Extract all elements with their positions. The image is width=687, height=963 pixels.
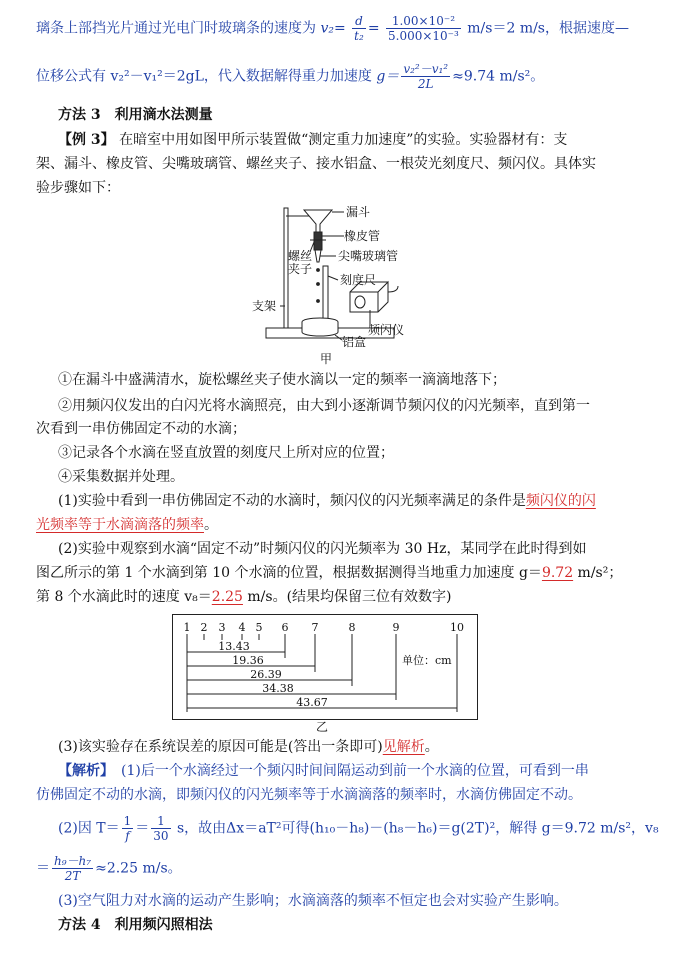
text-span: 在暗室中用如图甲所示装置做“测定重力加速度”的实验。实验器材有：支 (119, 132, 568, 148)
analysis-line-3 (58, 814, 667, 843)
numerator: 1 (151, 814, 170, 829)
denominator: 5.000×10⁻³ (388, 29, 459, 43)
label-box: 铝盒 (342, 335, 367, 349)
question-2-line-3 (36, 586, 667, 608)
denominator: 30 (153, 829, 169, 843)
denominator: t₂ (354, 29, 364, 43)
step-3: ③记录各个水滴在竖直放置的刻度尺上所对应的位置； (58, 445, 394, 461)
denominator: 2L (417, 77, 434, 91)
question-3 (58, 736, 667, 758)
question-1-cont (36, 514, 667, 536)
text-span: 位移公式有 v₂²－v₁²＝2gL，代入数据解得重力加速度 (36, 68, 372, 85)
strobe-cable (388, 286, 398, 292)
label-ruler: 刻度尺 (340, 273, 377, 287)
step-2-cont: 次看到一串仿佛固定不动的水滴； (36, 421, 246, 437)
label-nozzle: 尖嘴玻璃管 (338, 249, 399, 263)
drop-label: 5 (255, 621, 263, 634)
leader-ruler (328, 276, 338, 280)
answer-1b: 光频率等于水滴滴落的频率 (36, 517, 204, 533)
drop-label: 6 (281, 621, 289, 634)
drop-2 (317, 283, 320, 286)
drop-1 (317, 269, 320, 272)
answer-v8: 2.25 (211, 589, 243, 605)
distance-label: 13.43 (218, 640, 250, 653)
numerator: 1 (123, 814, 132, 828)
analysis-line-2: 仿佛固定不动的水滴，即频闪仪的闪光频率等于水滴滴落的频率时，水滴仿佛固定不动。 (36, 787, 582, 803)
text-span: ≈2.25 m/s。 (95, 860, 182, 877)
text-span: (1)实验中看到一串仿佛固定不动的水滴时，频闪仪的闪光频率满足的条件是 (58, 493, 526, 509)
distance-label: 19.36 (232, 654, 264, 667)
numerator: v₂²－v₁² (403, 62, 449, 76)
label-strobe: 频闪仪 (368, 323, 405, 337)
analysis-line-5: (3)空气阻力对水滴的运动产生影响；水滴滴落的频率不恒定也会对实验产生影响。 (58, 893, 568, 909)
fraction-g (401, 62, 450, 91)
method3-title: 方法 3 利用滴水法测量 (58, 107, 213, 123)
drop-label: 9 (392, 621, 400, 634)
label-tube: 橡皮管 (344, 229, 381, 243)
drop-label: 10 (450, 621, 464, 634)
text-span: m/s。(结果均保留三位有效数字) (242, 589, 452, 605)
answer-g: 9.72 (541, 565, 574, 581)
box-body (302, 322, 338, 336)
denominator: 2T (64, 869, 81, 883)
solution-line-2 (36, 62, 667, 91)
question-1 (58, 490, 667, 512)
text-span: (3)该实验存在系统误差的原因可能是(答出一条即可) (58, 739, 383, 755)
solution-line-1 (36, 14, 667, 43)
distance-label: 26.39 (250, 668, 282, 681)
drop-label: 3 (218, 621, 226, 634)
text-span: 第 8 个水滴此时的速度 v₈＝ (36, 589, 212, 605)
step-2: ②用频闪仪发出的白闪光将水滴照亮，由大到小逐渐调节频闪仪的闪光频率，直到第一 (58, 398, 590, 414)
fraction-1-f (122, 814, 134, 843)
step-4: ④采集数据并处理。 (58, 469, 184, 485)
ruler-shape (323, 266, 328, 322)
text-span: (2)因 T＝ (58, 820, 120, 837)
question-2-line-2 (36, 562, 667, 584)
fraction-values (386, 14, 461, 43)
drop-label: 2 (200, 621, 208, 634)
label-clamp-2: 夹子 (288, 262, 313, 276)
drop-label: 7 (311, 621, 319, 634)
drop-3 (317, 300, 320, 303)
step-1: ①在漏斗中盛满清水，旋松螺丝夹子使水滴以一定的频率一滴滴地落下； (58, 372, 506, 388)
label-funnel: 漏斗 (346, 205, 371, 219)
text-span: ≈9.74 m/s²。 (452, 68, 545, 85)
example-tag: 【例 3】 (58, 132, 115, 148)
drop-label: 8 (348, 621, 356, 634)
distance-label: 43.67 (296, 696, 328, 709)
numerator: 1.00×10⁻² (386, 14, 461, 29)
numerator: h₉－h₇ (54, 854, 92, 868)
text-span: m/s＝2 m/s，根据速度— (467, 20, 629, 37)
fraction-v8 (52, 854, 93, 883)
denominator: f (125, 829, 130, 843)
fraction-d-t2 (352, 14, 366, 43)
rubber-tube (314, 232, 322, 250)
text-span: 图乙所示的第 1 个水滴到第 10 个水滴的位置，根据数据测得当地重力加速度 g＝ (36, 565, 542, 581)
label-clamp-1: 螺丝 (288, 249, 313, 263)
answer-3: 见解析 (382, 739, 425, 755)
label-stand: 支架 (252, 299, 277, 313)
text-span: 。 (204, 517, 218, 533)
analysis-tag: 【解析】 (58, 763, 107, 779)
caption-jia: 甲 (320, 352, 333, 366)
answer-1a: 频闪仪的闪 (525, 493, 596, 509)
text-span: m/s²； (573, 565, 623, 581)
analysis-line-4 (36, 854, 667, 883)
symbol-g: g＝ (376, 68, 400, 85)
question-2-line-1: (2)实验中观察到水滴“固定不动”时频闪仪的闪光频率为 30 Hz，某同学在此时得到如 (58, 541, 587, 557)
figure-drop-positions (172, 614, 478, 734)
distance-label: 34.38 (262, 682, 294, 695)
analysis-line-1 (58, 760, 667, 782)
text-span: (1)后一个水滴经过一个频闪时间间隔运动到前一个水滴的位置，可看到一串 (107, 763, 589, 779)
drop-label: 1 (183, 621, 191, 634)
fraction-1-30 (151, 814, 170, 843)
symbol-v2: v₂ (320, 20, 334, 37)
text-span: 璃条上部挡光片通过光电门时玻璃条的速度为 (36, 20, 316, 37)
caption-yi: 乙 (315, 720, 329, 734)
text-span: ＝ (135, 820, 150, 837)
text-span: s，故由Δx＝aT²可得(h₁₀－h₈)－(h₈－h₆)＝g(2T)²，解得 g＝9.72 m/s²，v₈ (177, 820, 659, 837)
example-line-1 (58, 129, 667, 151)
numerator: d (352, 14, 366, 29)
text-span: = (367, 20, 380, 37)
unit-label: 单位：cm (402, 654, 452, 667)
figure-apparatus (240, 200, 420, 366)
funnel-shape (304, 210, 332, 232)
method4-title: 方法 4 利用频闪照相法 (58, 917, 213, 933)
text-span: 。 (424, 739, 439, 755)
text-span: = (333, 20, 346, 37)
drop-label: 4 (238, 621, 246, 634)
example-line-3: 验步骤如下： (36, 180, 120, 196)
example-line-2: 架、漏斗、橡皮管、尖嘴玻璃管、螺丝夹子、接水铝盒、一根荧光刻度尺、频闪仪。具体实 (36, 156, 596, 172)
text-span: ＝ (36, 860, 50, 877)
